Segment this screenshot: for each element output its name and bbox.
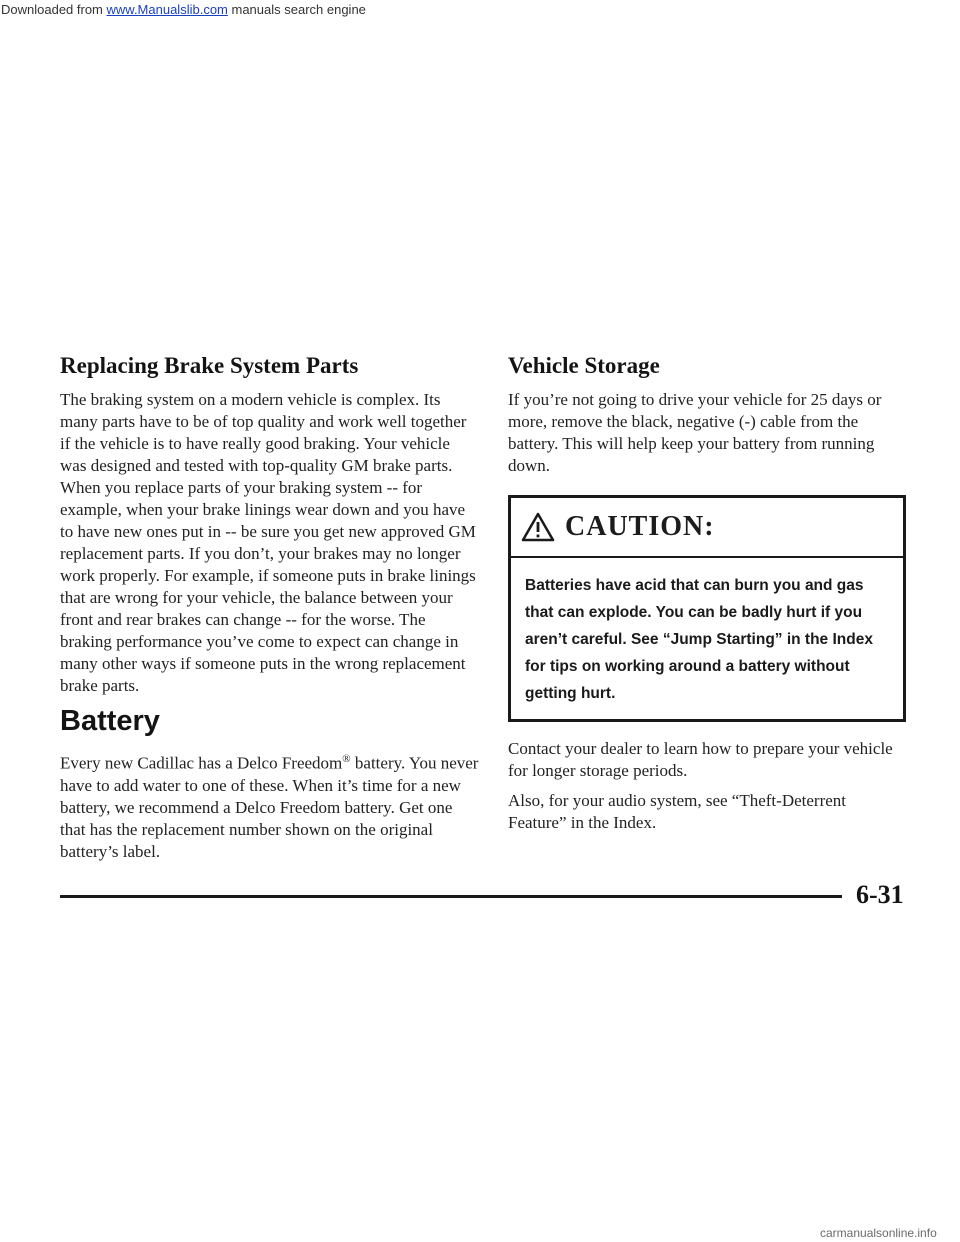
banner-prefix: Downloaded from: [1, 2, 107, 17]
caution-title: CAUTION:: [565, 511, 715, 542]
caution-header: [511, 498, 903, 558]
manualslib-link[interactable]: www.Manualslib.com: [106, 2, 228, 17]
download-banner: [0, 2, 960, 17]
right-column: [508, 353, 908, 842]
vehicle-storage-paragraph: If you’re not going to drive your vehicle for 25 days or more, remove the black, negative (-) cable from the battery. This will help keep your battery from running down.: [508, 390, 882, 475]
banner-suffix: manuals search engine: [227, 2, 366, 17]
left-column: [60, 353, 480, 871]
battery-paragraph: [60, 748, 480, 863]
page-number: 6-31: [856, 880, 904, 909]
vehicle-storage-heading: Vehicle Storage: [508, 353, 660, 378]
brake-parts-heading: Replacing Brake System Parts: [60, 353, 359, 378]
footer-rule: [60, 895, 842, 898]
battery-paragraph-end: battery. You never have to add water to one of these. When it’s time for a new battery, we recommend a Delco Freedom battery. Get one that has the replacement number shown on the original battery’s label.: [60, 753, 479, 861]
caution-box: [508, 495, 906, 722]
storage-contact-paragraph: Contact your dealer to learn how to prepare your vehicle for longer storage periods.: [508, 739, 893, 780]
audio-system-paragraph: Also, for your audio system, see “Theft-Deterrent Feature” in the Index.: [508, 791, 846, 832]
brake-parts-paragraph: The braking system on a modern vehicle is complex. Its many parts have to be of top quality and work well together if the vehicle is to have really good braking. Your vehicle was designed and tested with top-quality GM brake parts. When you replace parts of your braking system -- for example, when your brake linings wear down and you have to have new ones put in -- be sure you get new approved GM replacement parts. If you don’t, your brakes may no longer work properly. For example, if someone puts in brake linings that are wrong for your vehicle, the balance between your front and rear brakes can change -- for the worse. The braking performance you’ve come to expect can change in many other ways if someone puts in the wrong replacement brake parts.: [60, 390, 476, 695]
watermark: carmanualsonline.info: [820, 1226, 937, 1240]
registered-mark: ®: [342, 753, 351, 765]
warning-triangle-icon: [521, 512, 555, 542]
caution-text: Batteries have acid that can burn you and gas that can explode. You can be badly hurt if you aren’t careful. See “Jump Starting” in the Index for tips on working around a battery without getting hurt.: [525, 577, 873, 702]
battery-heading: Battery: [60, 705, 160, 737]
battery-paragraph-start: Every new Cadillac has a Delco Freedom: [60, 753, 343, 773]
